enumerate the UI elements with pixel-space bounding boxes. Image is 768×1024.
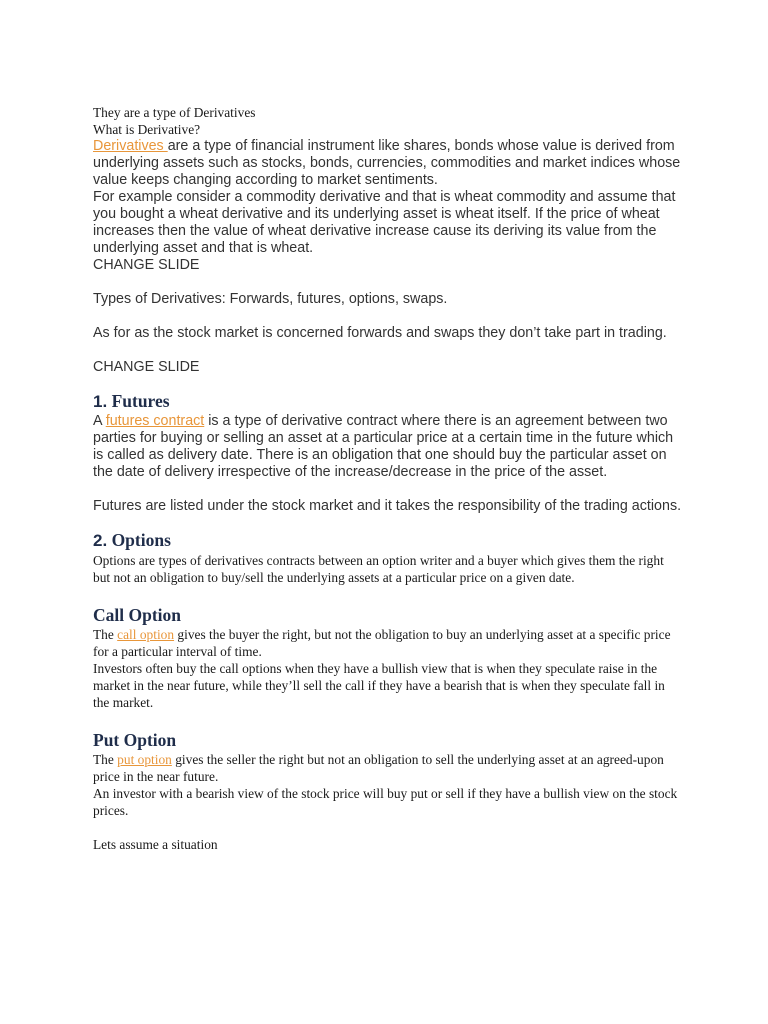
call-option-link[interactable]: call option <box>117 627 175 642</box>
call-option-definition <box>93 626 683 660</box>
call-option-text: gives the buyer the right, but not the obligation to buy an underlying asset at a specific price for a particular interval of time. <box>93 627 671 659</box>
put-option-definition <box>93 751 683 785</box>
derivative-definition <box>93 138 683 189</box>
derivative-types: Types of Derivatives: Forwards, futures, options, swaps. <box>93 291 448 307</box>
closing-line: Lets assume a situation <box>93 837 218 852</box>
futures-heading-number: 1. <box>93 392 108 411</box>
futures-definition <box>93 413 683 481</box>
options-definition: Options are types of derivatives contracts between an option writer and a buyer which gives them the right but not an obligation to buy/sell the underlying assets at a particular price on a given date. <box>93 553 664 585</box>
futures-contract-link[interactable]: futures contract <box>105 413 205 429</box>
futures-definition-text: is a type of derivative contract where there is an agreement between two parties for buying or selling an asset at a particular price at a certain time in the future which is called as delivery date. There is an obligation that one should buy the particular asset on the date of delivery irrespective of the increase/decrease in the price of the asset. <box>93 413 674 480</box>
futures-heading <box>93 390 683 413</box>
forwards-note: As for as the stock market is concerned forwards and swaps they don’t take part in trading. <box>93 325 667 341</box>
options-heading-title: Options <box>111 530 171 550</box>
futures-heading-title: Futures <box>111 391 170 411</box>
put-option-prefix: The <box>93 752 118 767</box>
wheat-example: For example consider a commodity derivative and that is wheat commodity and assume that you bought a wheat derivative and its underlying asset is wheat itself. If the price of wheat increases then the value of wheat derivative increase cause its deriving its value from the underlying asset and that is wheat. <box>93 189 676 256</box>
put-option-heading: Put Option <box>93 730 177 750</box>
call-option-prefix: The <box>93 627 118 642</box>
call-option-heading: Call Option <box>93 605 182 625</box>
document-page <box>93 104 683 853</box>
derivative-definition-text: are a type of financial instrument like shares, bonds whose value is derived from underlying assets such as stocks, bonds, currencies, commodities and market indices whose value keeps changing according to market sentiments. <box>93 138 681 188</box>
put-option-link[interactable]: put option <box>117 752 172 767</box>
change-slide-note-1: CHANGE SLIDE <box>93 257 200 273</box>
futures-note: Futures are listed under the stock market and it takes the responsibility of the trading actions. <box>93 498 682 514</box>
change-slide-note-2: CHANGE SLIDE <box>93 359 200 375</box>
derivatives-link[interactable]: Derivatives <box>93 138 168 154</box>
call-option-note: Investors often buy the call options when they have a bullish view that is when they speculate raise in the market in the near future, while they’ll sell the call if they have a bearish that is when they speculate fall in the market. <box>93 661 665 710</box>
futures-definition-prefix: A <box>93 413 106 429</box>
options-heading-number: 2. <box>93 531 108 550</box>
options-heading <box>93 529 683 552</box>
put-option-text: gives the seller the right but not an obligation to sell the underlying asset at an agreed-upon price in the near future. <box>93 752 664 784</box>
put-option-note: An investor with a bearish view of the stock price will buy put or sell if they have a bullish view on the stock prices. <box>93 786 678 818</box>
intro-line-2: What is Derivative? <box>93 122 201 137</box>
intro-line-1: They are a type of Derivatives <box>93 105 256 120</box>
